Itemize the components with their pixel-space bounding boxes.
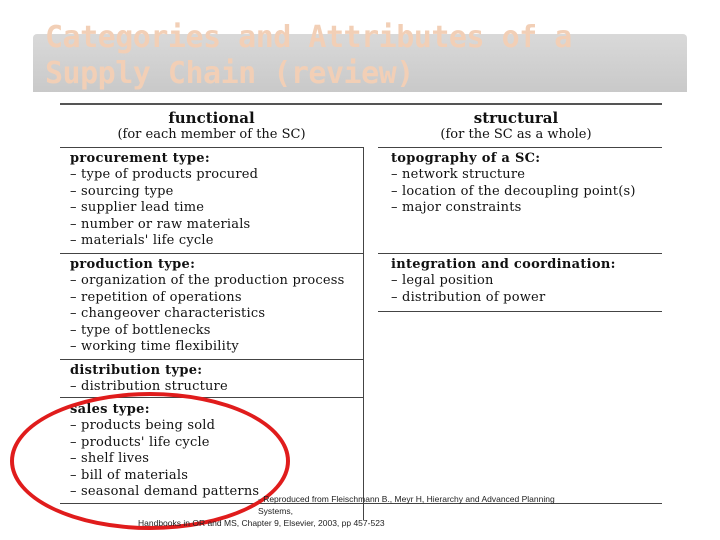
attribute-item: – products' life cycle: [70, 435, 259, 452]
attribute-item: – legal position: [391, 273, 616, 290]
slide-title-line-1: Categories and Attributes of a: [45, 20, 572, 55]
row-divider: [378, 311, 662, 312]
row-divider: [378, 147, 662, 148]
citation-line-2: Handbooks in OR and MS, Chapter 9, Elsevier, 2003, pp 457-523: [138, 518, 385, 528]
row-divider: [378, 253, 662, 254]
category-label: production type:: [70, 257, 196, 272]
structural-column-header: [370, 110, 662, 143]
attribute-item: – repetition of operations: [70, 290, 345, 307]
topography-block: [391, 151, 636, 217]
attribute-item: – location of the decoupling point(s): [391, 184, 636, 201]
integration-coordination-block: [391, 257, 616, 306]
functional-heading: functional: [168, 109, 255, 127]
functional-column-header: [60, 110, 363, 143]
structural-heading: structural: [473, 109, 559, 127]
attribute-item: – major constraints: [391, 200, 636, 217]
attribute-item: – type of bottlenecks: [70, 323, 345, 340]
attribute-item: – bill of materials: [70, 468, 259, 485]
row-divider: [60, 147, 363, 148]
attribute-item: – distribution structure: [70, 379, 228, 396]
row-divider: [60, 359, 363, 360]
attribute-item: – sourcing type: [70, 184, 258, 201]
category-label: integration and coordination:: [391, 257, 616, 272]
attribute-item: – organization of the production process: [70, 273, 345, 290]
attribute-item: – network structure: [391, 167, 636, 184]
procurement-type-block: [70, 151, 258, 250]
slide-title-line-2: Supply Chain (review): [45, 56, 414, 91]
attribute-item: – seasonal demand patterns: [70, 484, 259, 501]
attribute-item: – number or raw materials: [70, 217, 258, 234]
attribute-item: – working time flexibility: [70, 339, 345, 356]
row-divider: [60, 253, 363, 254]
category-label: procurement type:: [70, 151, 210, 166]
attribute-item: – shelf lives: [70, 451, 259, 468]
attribute-item: – supplier lead time: [70, 200, 258, 217]
functional-subheading: (for each member of the SC): [117, 127, 306, 142]
structural-subheading: (for the SC as a whole): [440, 127, 592, 142]
citation: [138, 493, 558, 529]
attribute-item: – distribution of power: [391, 290, 616, 307]
category-label: topography of a SC:: [391, 151, 541, 166]
category-label: distribution type:: [70, 363, 203, 378]
attribute-item: – products being sold: [70, 418, 259, 435]
citation-line-1: - Reproduced from Fleischmann B., Meyr H, Hierarchy and Advanced Planning Systems,: [258, 494, 555, 516]
category-label: sales type:: [70, 402, 150, 417]
column-divider: [363, 147, 364, 520]
distribution-type-block: [70, 363, 228, 396]
slide-title: [45, 20, 685, 92]
attribute-item: – type of products procured: [70, 167, 258, 184]
attribute-item: – changeover characteristics: [70, 306, 345, 323]
production-type-block: [70, 257, 345, 356]
attribute-item: – materials' life cycle: [70, 233, 258, 250]
